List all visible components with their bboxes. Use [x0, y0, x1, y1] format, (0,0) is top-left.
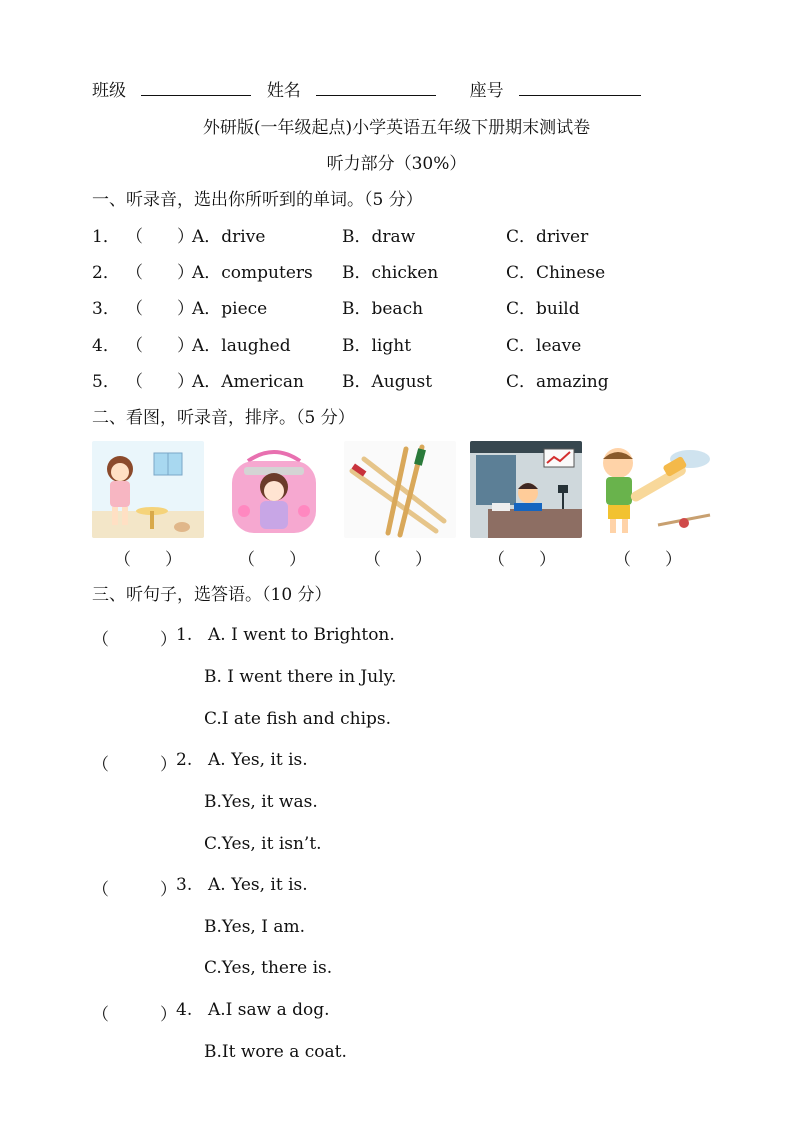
question-number: 3． [92, 299, 120, 319]
section2-heading: 二、看图，听录音，排序。（5 分） [92, 408, 355, 428]
option-c: C．amazing [506, 372, 609, 392]
option-a: A．American [192, 372, 304, 392]
option-a: A. Yes, it is. [208, 875, 308, 895]
name-blank[interactable] [316, 81, 436, 96]
order-paren-3[interactable]: （ ） [364, 550, 432, 570]
item-number: 3. [176, 875, 193, 895]
option-a: A．laughed [192, 336, 291, 356]
answer-paren[interactable]: （ ） [126, 336, 194, 356]
purse-picture [218, 441, 330, 538]
option-b: B．August [342, 372, 433, 392]
option-b: B.Yes, it was. [204, 792, 318, 812]
chopsticks-picture [344, 441, 456, 538]
question-number: 1． [92, 227, 120, 247]
picture-strip [92, 441, 714, 541]
question-row [92, 294, 732, 318]
option-c: C．leave [506, 336, 582, 356]
question-number: 2． [92, 263, 120, 283]
option-b: B.It wore a coat. [204, 1042, 347, 1062]
question-row [92, 331, 732, 355]
item-number: 4. [176, 1000, 193, 1020]
item-number: 2. [176, 750, 193, 770]
option-c: C.I ate fish and chips. [204, 709, 392, 729]
answer-paren[interactable]: （ ） [92, 755, 177, 775]
option-c: C.Yes, there is. [204, 958, 333, 978]
order-paren-4[interactable]: （ ） [488, 550, 556, 570]
answer-paren[interactable]: （ ） [126, 299, 194, 319]
seat-blank[interactable] [519, 81, 641, 96]
item-number: 1. [176, 625, 193, 645]
order-paren-5[interactable]: （ ） [614, 550, 682, 570]
office-worker-picture [470, 441, 582, 538]
option-b: B.Yes, I am. [204, 917, 306, 937]
option-b: B. I went there in July. [204, 667, 397, 687]
answer-paren[interactable]: （ ） [126, 263, 194, 283]
option-b: B．draw [342, 227, 416, 247]
section3-heading: 三、听句子，选答语。（10 分） [92, 585, 332, 605]
chopsticks-icon [344, 441, 456, 538]
class-blank[interactable] [141, 81, 251, 96]
answer-paren[interactable]: （ ） [92, 630, 177, 650]
seat-label: 座号 [469, 81, 504, 101]
option-a: A. Yes, it is. [208, 750, 308, 770]
ordering-paren-row [92, 545, 714, 570]
section1-heading: 一、听录音，选出你所听到的单词。（5 分） [92, 190, 423, 210]
option-b: B．chicken [342, 263, 439, 283]
answer-paren[interactable]: （ ） [92, 1005, 177, 1025]
option-c: C.Yes, it isn’t. [204, 834, 322, 854]
question-row [92, 367, 732, 391]
question-number: 4． [92, 336, 120, 356]
option-b: B．light [342, 336, 412, 356]
option-a: A．computers [192, 263, 313, 283]
name-label: 姓名 [266, 81, 301, 101]
answer-paren[interactable]: （ ） [92, 880, 177, 900]
girl-in-room-picture [92, 441, 204, 538]
question-row [92, 258, 732, 282]
option-c: C．build [506, 299, 580, 319]
order-paren-2[interactable]: （ ） [238, 550, 306, 570]
answer-paren[interactable]: （ ） [126, 227, 194, 247]
girl-icon [92, 441, 204, 538]
option-c: C．Chinese [506, 263, 606, 283]
question-row [92, 222, 732, 246]
option-a: A. I went to Brighton. [208, 625, 395, 645]
boy-plane-icon [594, 441, 712, 538]
page-title: 外研版(一年级起点)小学英语五年级下册期末测试卷 [202, 118, 591, 138]
option-b: B．beach [342, 299, 424, 319]
answer-paren[interactable]: （ ） [126, 372, 194, 392]
option-c: C．driver [506, 227, 589, 247]
page-subtitle: 听力部分（30%） [326, 154, 467, 174]
option-a: A．drive [192, 227, 266, 247]
option-a: A.I saw a dog. [208, 1000, 330, 1020]
question-number: 5． [92, 372, 120, 392]
boy-with-plane-picture [594, 441, 712, 538]
order-paren-1[interactable]: （ ） [114, 550, 182, 570]
option-a: A．piece [192, 299, 268, 319]
class-label: 班级 [92, 81, 126, 101]
office-worker-icon [470, 441, 582, 538]
purse-icon [218, 441, 330, 538]
student-info-header [92, 76, 652, 101]
